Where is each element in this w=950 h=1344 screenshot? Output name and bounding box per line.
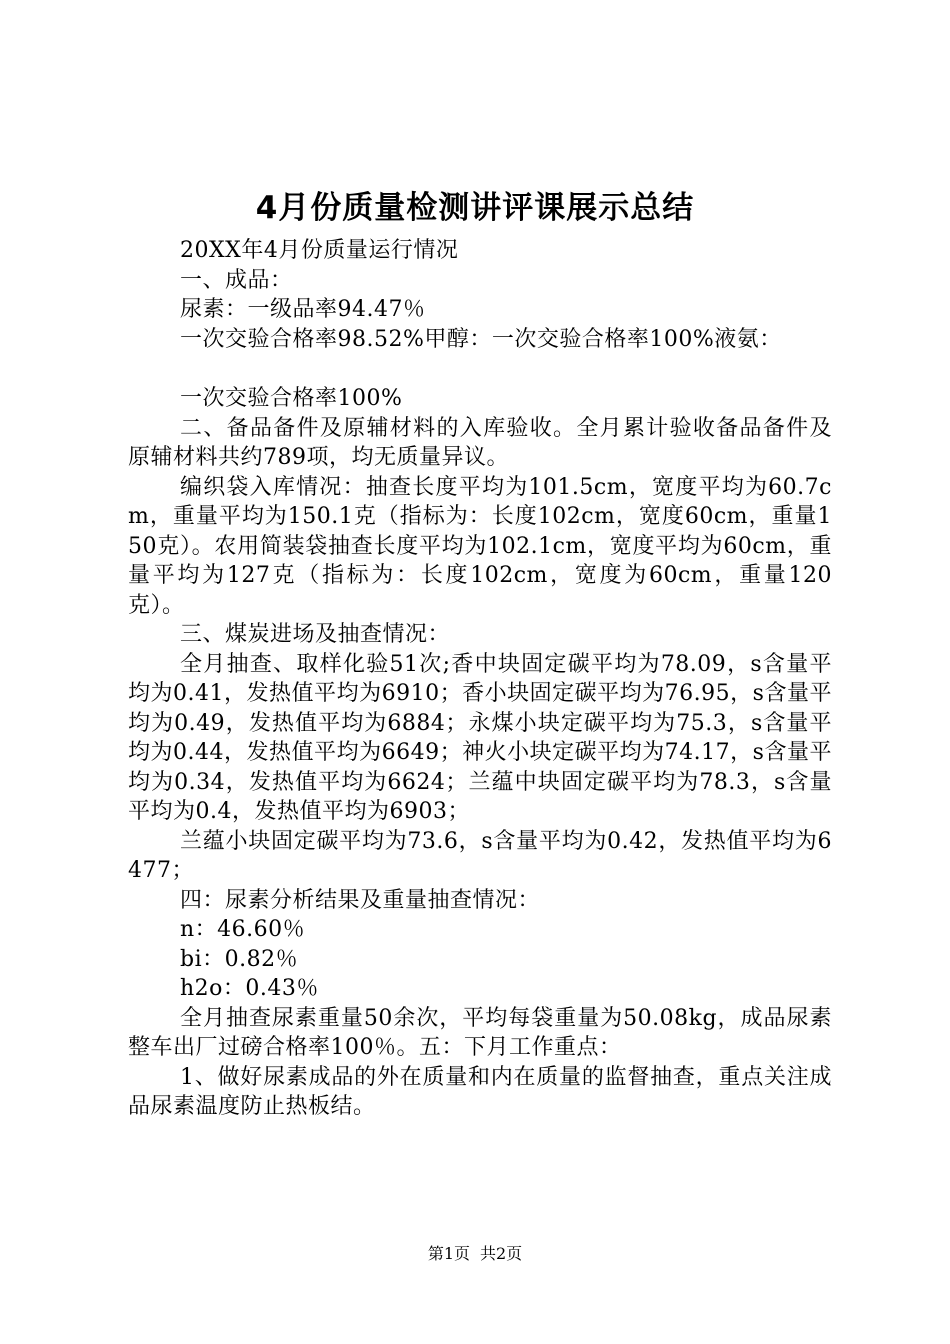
paragraph-next-month-item-1: 1、做好尿素成品的外在质量和内在质量的监督抽查，重点关注成品尿素温度防止热板结。 — [128, 1064, 832, 1119]
document-body — [128, 236, 832, 1122]
page-footer — [0, 1243, 950, 1265]
page-number: 第1页 — [427, 1244, 470, 1263]
paragraph-nitrogen: n：46.60％ — [180, 917, 306, 942]
paragraph-section-coal: 三、煤炭进场及抽查情况： — [180, 622, 451, 647]
paragraph-period-heading: 20XX年4月份质量运行情况 — [180, 238, 459, 263]
page-total: 共2页 — [480, 1244, 523, 1263]
paragraph-coal-sampling: 全月抽查、取样化验51次;香中块固定碳平均为78.09，s含量平均为0.41，发热值平均为6910；香小块固定碳平均为76.95，s含量平均为0.49，发热值平均为6884；永煤小块定碳平均为75.3，s含量平均为0.44，发热值平均为6649；神火小块定碳平均为74.17，s含量平均为0.34，发热值平均为6624；兰蕴中块固定碳平均为78.3，s含量平均为0.4，发热值平均为6903； — [128, 651, 832, 824]
paragraph-coal-lanyun-small: 兰蕴小块固定碳平均为73.6，s含量平均为0.42，发热值平均为6477； — [128, 828, 832, 883]
paragraph-section-spare-parts: 二、备品备件及原辅材料的入库验收。全月累计验收备品备件及原辅材料共约789项，均无质量异议。 — [128, 415, 832, 470]
paragraph-bag-inspection: 编织袋入库情况：抽查长度平均为101.5cm，宽度平均为60.7cm，重量平均为150.1克（指标为：长度102cm，宽度60cm，重量150克）。农用简装袋抽查长度平均为102.1cm，宽度平均为60cm，重量平均为127克（指标为：长度102cm，宽度为60cm，重量120克）。 — [128, 474, 832, 618]
document-title: 4月份质量检测讲评课展示总结 — [255, 190, 695, 226]
paragraph-urea-grade: 尿素：一级品率94.47％ — [180, 297, 426, 322]
paragraph-pass-rates: 一次交验合格率98.52%甲醇：一次交验合格率100%液氨： — [180, 326, 782, 352]
paragraph-moisture: h2o：0.43％ — [180, 976, 319, 1001]
paragraph-urea-weight: 全月抽查尿素重量50余次，平均每袋重量为50.08kg，成品尿素整车出厂过磅合格率100％。五：下月工作重点： — [128, 1005, 832, 1060]
paragraph-section-products: 一、成品： — [180, 267, 293, 293]
paragraph-biuret: bi：0.82％ — [180, 946, 299, 972]
paragraph-section-urea-analysis: 四：尿素分析结果及重量抽查情况： — [180, 887, 541, 913]
paragraph-ammonia-pass-rate: 一次交验合格率100% — [180, 386, 403, 411]
